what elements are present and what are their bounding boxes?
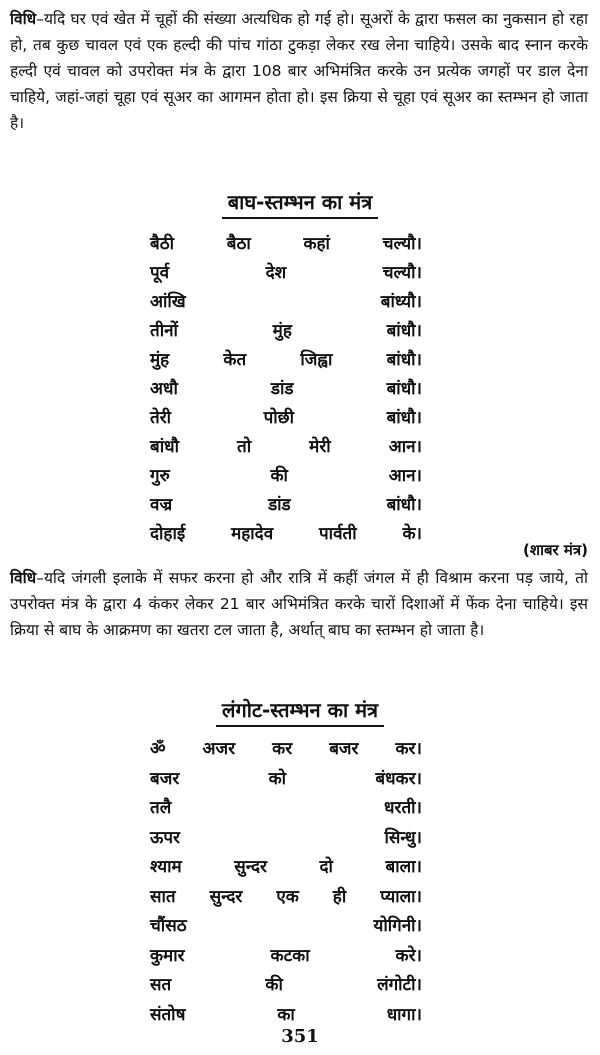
method-label: विधि [10,10,37,28]
verse-word: की [265,975,283,995]
verse-word: कहां [303,234,330,254]
verse-word: एक [276,886,299,907]
verse-word: पोछी [263,408,294,428]
verse-word: चल्यौ। [382,263,422,283]
heading-langot-mantra [0,696,600,723]
heading-text: बाघ-स्तम्भन का मंत्र [222,190,379,219]
verse-word: वज्र [150,495,173,515]
verse-word: सात [150,886,176,907]
verse-word: दो [319,857,333,877]
verse-word: बांधौ। [386,379,422,399]
mantra-verse-tiger [150,230,422,549]
verse-word: ॐ [150,739,166,759]
verse-word: देश [265,263,287,283]
verse-line [150,735,422,765]
verse-word: आंखि [150,292,186,312]
verse-word: बांधौ। [386,350,422,370]
verse-word: आन। [388,466,422,486]
verse-word: धागा। [386,1004,422,1025]
verse-word: चल्यौ। [382,234,422,254]
verse-word: बंधकर। [375,768,422,789]
verse-line [150,404,422,433]
verse-line [150,433,422,462]
verse-word: योगिनी। [373,916,422,936]
verse-word: सुन्दर [234,857,267,877]
verse-word: बजर [329,739,359,759]
verse-word: की [270,466,288,486]
verse-word: मेरी [309,437,331,457]
verse-word: कुमार [150,945,185,966]
verse-word: चौंसठ [150,916,187,936]
verse-word: बांधौ [150,437,179,457]
verse-line [150,346,422,375]
verse-line [150,230,422,259]
verse-word: संतोष [150,1004,186,1025]
verse-word: बांध्यौ। [380,292,422,312]
verse-word: तीनों [150,321,178,341]
verse-line [150,462,422,491]
verse-word: ही [332,886,347,907]
verse-word: धरती। [384,798,422,818]
verse-word: कर। [395,739,422,759]
verse-word: महादेव [231,524,274,544]
mantra-source: (शाबर मंत्र) [523,541,588,559]
verse-word: लंगोटी। [377,975,422,995]
method-label: विधि [10,569,37,587]
verse-word: सिन्धु। [384,827,422,848]
verse-word: तो [237,437,252,457]
verse-word: श्याम [150,857,182,877]
verse-word: जिह्वा [300,350,333,370]
verse-word: का [277,1004,295,1025]
verse-line [150,375,422,404]
verse-line [150,912,422,942]
method-text: –यदि जंगली इलाके में सफर करना हो और रात्रि में कहीं जंगल में ही विश्राम करना पड़ जाये, तो उपरोक्त मंत्र के द्वारा 4 कंकर लेकर 21 बार अभिमंत्रित करके चारों दिशाओं में फेंक देना चाहिये। इस क्रिया से बाघ के आक्रमण का खतरा टल जाता है, अर्थात् बाघ का स्तम्भन हो जाता है। [10,569,588,639]
verse-word: तलै [150,798,172,818]
verse-word: अधौ [150,379,178,399]
verse-line [150,883,422,913]
paragraph-method-1 [10,6,588,136]
verse-word: बांधौ। [386,408,422,428]
verse-word: पूर्व [150,263,170,283]
verse-word: डांड [270,379,294,399]
verse-word: केत [223,350,247,370]
verse-line [150,259,422,288]
paragraph-method-2 [10,565,588,643]
verse-line [150,794,422,824]
verse-word: प्याला। [380,886,422,907]
verse-word: मुंह [272,321,292,341]
verse-word: बजर [150,768,180,789]
heading-text: लंगोट-स्तम्भन का मंत्र [216,698,384,727]
verse-line [150,491,422,520]
verse-word: तेरी [150,408,172,428]
verse-word: के। [402,524,422,544]
mantra-verse-langot [150,735,422,1030]
page-number: 351 [281,1026,319,1047]
verse-line [150,288,422,317]
verse-word: डांड [268,495,291,515]
verse-word: सत [150,975,172,995]
verse-word: दोहाई [150,524,186,544]
verse-word: बांधौ। [386,321,422,341]
verse-word: मुंह [150,350,170,370]
verse-word: को [268,768,287,789]
verse-word: सुन्दर [209,886,243,907]
verse-word: ऊपर [150,827,180,848]
verse-word: बाला। [385,857,422,877]
verse-word: बैठा [226,234,251,254]
method-text: –यदि घर एवं खेत में चूहों की संख्या अत्यधिक हो गई हो। सूअरों के द्वारा फसल का नुकसान हो रहा हो, तब कुछ चावल एवं एक हल्दी की पांच गांठा टुकड़ा लेकर रख लेना चाहिये। उसके बाद स्नान करके हल्दी एवं चावल को उपरोक्त मंत्र के द्वारा 108 बार अभिमंत्रित करके उन प्रत्येक जगहों पर डाल देना चाहिये, जहां-जहां चूहा एवं सूअर का आगमन होता हो। इस क्रिया से चूहा एवं सूअर का स्तम्भन हो जाता है। [10,10,588,132]
verse-word: करे। [395,945,422,966]
verse-line [150,765,422,795]
verse-line [150,824,422,854]
verse-line [150,853,422,883]
verse-line [150,971,422,1001]
verse-word: अजर [202,739,236,759]
verse-word: कर [272,739,293,759]
verse-word: पार्वती [319,524,357,544]
verse-word: आन। [388,437,422,457]
verse-line [150,942,422,972]
verse-line [150,520,422,549]
heading-tiger-mantra [0,188,600,215]
verse-word: गुरु [150,466,170,486]
verse-line [150,317,422,346]
verse-word: बैठी [150,234,174,254]
verse-word: कटका [270,945,310,966]
verse-word: बांधौ। [386,495,422,515]
